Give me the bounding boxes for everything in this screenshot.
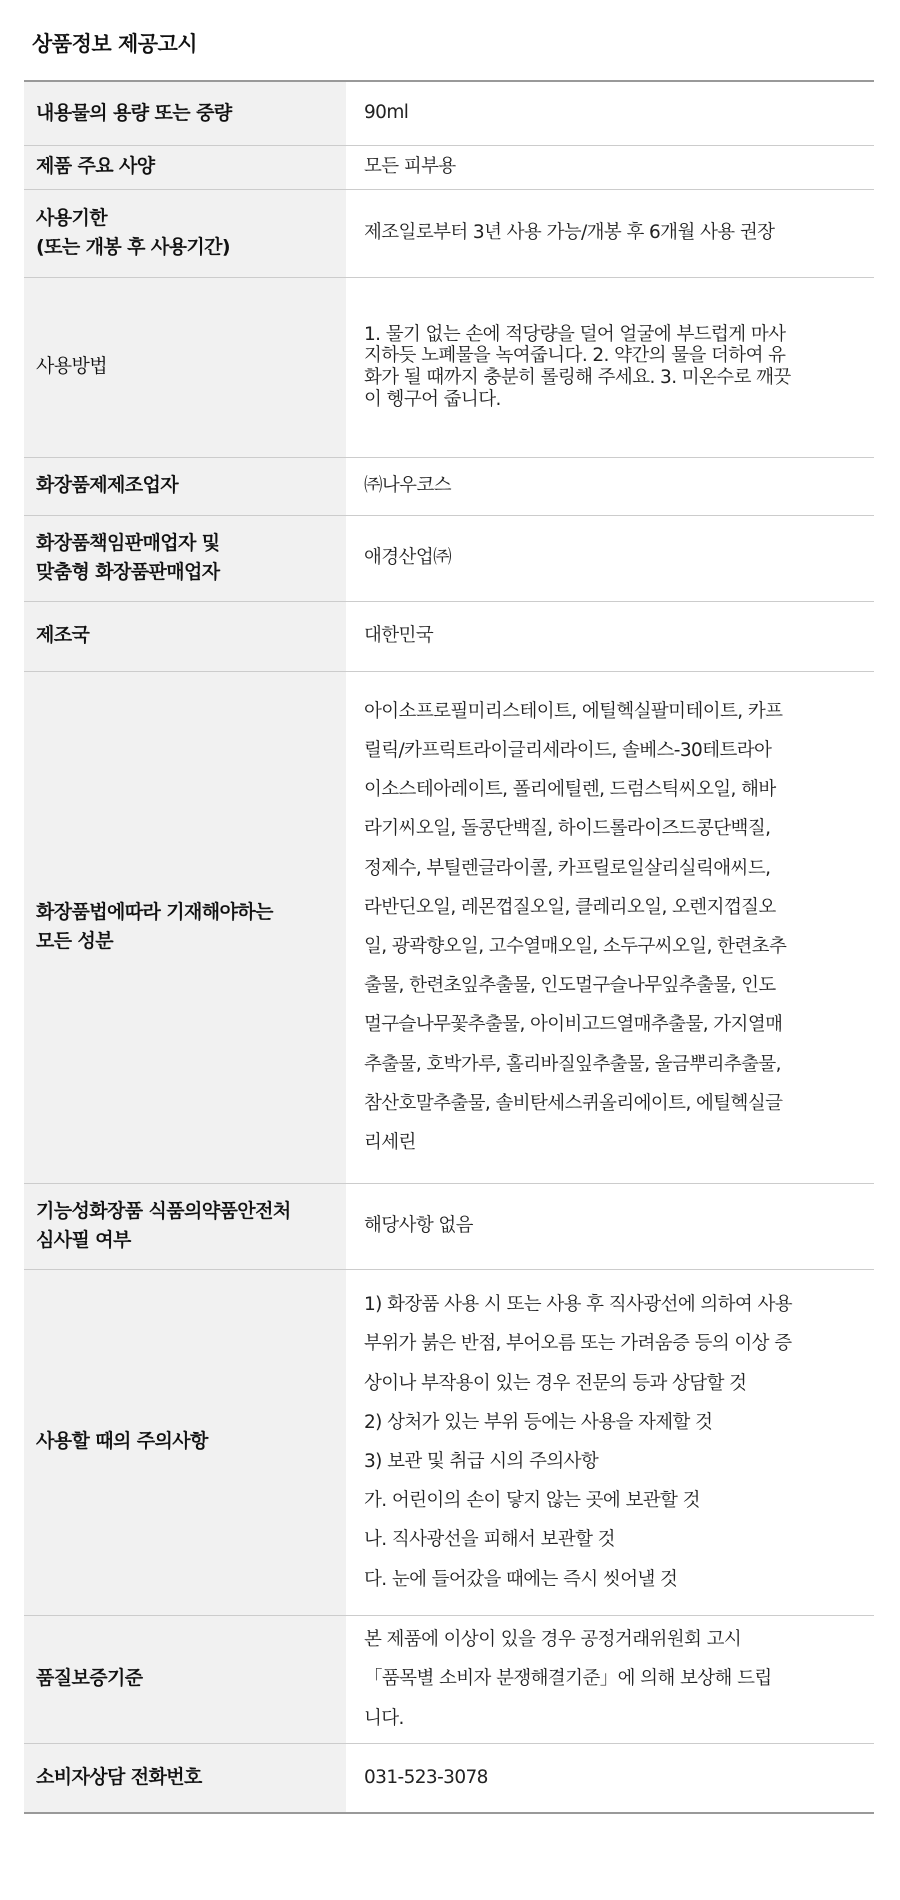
row-label: 화장품법에따라 기재해야하는 모든 성분 — [24, 671, 346, 1183]
text-line: 정제수, 부틸렌글라이콜, 카프릴로일살리실릭애씨드, — [364, 857, 771, 879]
row-label: 화장품책임판매업자 및 맞춤형 화장품판매업자 — [24, 515, 346, 601]
table-row — [24, 1269, 874, 1615]
text-line: 릴릭/카프릭트라이글리세라이드, 솔베스-30테트라아 — [364, 739, 772, 761]
table-row — [24, 145, 874, 189]
text-line: 「품목별 소비자 분쟁해결기준」에 의해 보상해 드립 — [364, 1668, 772, 1690]
row-value: 031-523-3078 — [364, 1766, 488, 1788]
row-value: 모든 피부용 — [364, 155, 456, 177]
row-value: 해당사항 없음 — [364, 1214, 473, 1236]
text-line: 아이소프로필미리스테이트, 에틸헥실팔미테이트, 카프 — [364, 700, 783, 722]
table-row — [24, 189, 874, 277]
row-value: ㈜나우코스 — [364, 474, 451, 496]
row-label: 사용할 때의 주의사항 — [24, 1269, 346, 1615]
table-row — [24, 457, 874, 515]
row-label: 품질보증기준 — [24, 1615, 346, 1743]
text-line: 일, 광곽향오일, 고수열매오일, 소두구씨오일, 한련초추 — [364, 936, 787, 957]
text-line: 추출물, 호박가루, 홀리바질잎추출물, 울금뿌리추출물, — [364, 1053, 781, 1075]
text-line: 라반딘오일, 레몬껍질오일, 클레리오일, 오렌지껍질오 — [364, 896, 776, 918]
table-row — [24, 515, 874, 601]
row-value: 90ml — [364, 102, 409, 124]
text-line: 나. 직사광선을 피해서 보관할 것 — [364, 1529, 615, 1551]
row-label: 내용물의 용량 또는 중량 — [24, 81, 346, 145]
text-line: 다. 눈에 들어갔을 때에는 즉시 씻어낼 것 — [364, 1568, 678, 1590]
row-value: 대한민국 — [364, 624, 434, 646]
row-label: 제조국 — [24, 601, 346, 671]
text-line: 라기씨오일, 돌콩단백질, 하이드롤라이즈드콩단백질, — [364, 818, 771, 840]
text-line: 2) 상처가 있는 부위 등에는 사용을 자제할 것 — [364, 1411, 713, 1433]
table-row — [24, 1183, 874, 1269]
table-row — [24, 277, 874, 457]
text-line: 가. 어린이의 손이 닿지 않는 곳에 보관할 것 — [364, 1490, 700, 1512]
row-label: 기능성화장품 식품의약품안전처 심사필 여부 — [24, 1183, 346, 1269]
table-row — [24, 671, 874, 1183]
table-row — [24, 81, 874, 145]
row-label: 제품 주요 사양 — [24, 145, 346, 189]
text-line: 리세린 — [364, 1132, 416, 1154]
table-row — [24, 1743, 874, 1813]
row-value — [346, 1615, 874, 1743]
row-label: 화장품제제조업자 — [24, 457, 346, 515]
text-line: 3) 보관 및 취급 시의 주의사항 — [364, 1451, 599, 1472]
product-info-table — [24, 80, 874, 1814]
text-line: 지하듯 노폐물을 녹여줍니다. 2. 약간의 물을 더하여 유 — [364, 345, 786, 367]
row-label: 사용방법 — [24, 277, 346, 457]
row-value — [346, 277, 874, 457]
text-line: 1. 물기 없는 손에 적당량을 덜어 얼굴에 부드럽게 마사 — [364, 323, 786, 345]
text-line: 부위가 붉은 반점, 부어오름 또는 가려움증 등의 이상 증 — [364, 1333, 792, 1355]
row-value — [346, 1269, 874, 1615]
text-line: 이 헹구어 줍니다. — [364, 388, 501, 410]
row-label: 사용기한 (또는 개봉 후 사용기간) — [24, 189, 346, 277]
row-value: 제조일로부터 3년 사용 가능/개봉 후 6개월 사용 권장 — [364, 221, 775, 243]
row-label: 소비자상담 전화번호 — [24, 1743, 346, 1813]
text-line: 니다. — [364, 1707, 404, 1729]
text-line: 상이나 부작용이 있는 경우 전문의 등과 상담할 것 — [364, 1372, 747, 1394]
text-line: 참산호말추출물, 솔비탄세스퀴올리에이트, 에틸헥실글 — [364, 1092, 783, 1114]
text-line: 본 제품에 이상이 있을 경우 공정거래위원회 고시 — [364, 1629, 742, 1651]
text-line: 출물, 한련초잎추출물, 인도멀구슬나무잎추출물, 인도 — [364, 975, 776, 997]
text-line: 멀구슬나무꽃추출물, 아이비고드열매추출물, 가지열매 — [364, 1014, 783, 1036]
row-value: 애경산업㈜ — [364, 546, 451, 568]
table-row — [24, 601, 874, 671]
text-line: 이소스테아레이트, 폴리에틸렌, 드럼스틱씨오일, 해바 — [364, 779, 776, 801]
text-line: 1) 화장품 사용 시 또는 사용 후 직사광선에 의하여 사용 — [364, 1294, 793, 1316]
text-line: 화가 될 때까지 충분히 롤링해 주세요. 3. 미온수로 깨끗 — [364, 367, 791, 388]
table-row — [24, 1615, 874, 1743]
row-value — [346, 671, 874, 1183]
page-title: 상품정보 제공고시 — [32, 32, 198, 56]
